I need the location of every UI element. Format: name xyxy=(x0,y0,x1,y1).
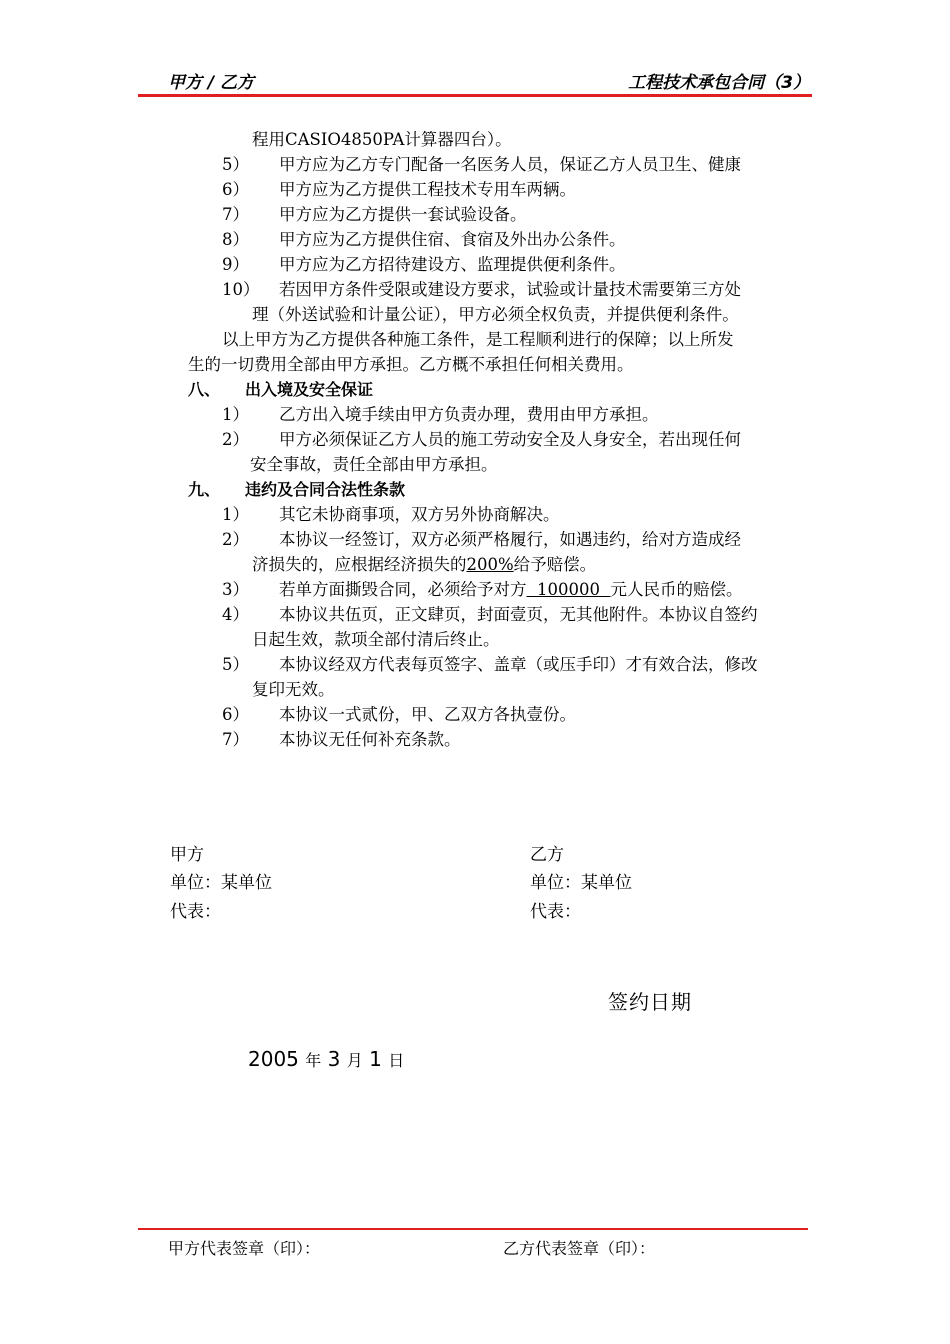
header-contract-title: 工程技术承包合同（3） xyxy=(628,73,810,93)
section-8-number: 八、 xyxy=(188,380,221,399)
summary-paragraph-continued: 生的一切费用全部由甲方承担。乙方概不承担任何相关费用。 xyxy=(188,355,634,374)
damages-percent: 200% xyxy=(466,555,514,574)
list-item-number: 8） xyxy=(222,230,249,249)
list-item-text: 甲方必须保证乙方人员的施工劳动安全及人身安全，若出现任何 xyxy=(279,430,741,449)
list-item-number: 9） xyxy=(222,255,249,274)
header-parties: 甲方 / 乙方 xyxy=(168,73,255,93)
date-year-unit: 年 xyxy=(305,1051,322,1070)
list-item-text: 甲方应为乙方招待建设方、监理提供便利条件。 xyxy=(279,255,626,274)
list-item-text: 本协议一经签订，双方必须严格履行，如遇违约，给对方造成经 xyxy=(279,530,741,549)
footer-party-b-seal: 乙方代表签章（印）： xyxy=(503,1239,656,1258)
list-item-text: 甲方应为乙方提供一套试验设备。 xyxy=(279,205,527,224)
list-item-text: 甲方应为乙方专门配备一名医务人员，保证乙方人员卫生、健康 xyxy=(279,155,741,174)
date-year: 2005 xyxy=(248,1047,299,1071)
list-item-text: 本协议共伍页，正文肆页，封面壹页，无其他附件。本协议自签约 xyxy=(279,605,758,624)
list-item-text-continued: 理（外送试验和计量公证），甲方必须全权负责，并提供便利条件。 xyxy=(252,305,739,324)
list-item-number: 4） xyxy=(222,605,249,624)
signing-date xyxy=(248,1047,404,1071)
date-month-unit: 月 xyxy=(346,1051,363,1070)
list-item-number: 2） xyxy=(222,530,249,549)
damages-text: 济损失的，应根据经济损失的 xyxy=(252,555,467,574)
list-item-number: 7） xyxy=(222,205,249,224)
list-item-number: 5） xyxy=(222,655,249,674)
penalty-text-end: 元人民币的赔偿。 xyxy=(610,580,743,599)
list-item-text-continued: 复印无效。 xyxy=(252,680,335,699)
list-item-number: 2） xyxy=(222,430,249,449)
footer-party-a-seal: 甲方代表签章（印）： xyxy=(168,1239,321,1258)
list-item-text-continued xyxy=(252,552,596,577)
footer-rule xyxy=(138,1228,808,1230)
list-item-text: 本协议一式贰份，甲、乙双方各执壹份。 xyxy=(279,705,576,724)
list-item-number: 3） xyxy=(222,580,249,599)
list-item-text: 本协议无任何补充条款。 xyxy=(279,730,461,749)
penalty-amount: 100000 xyxy=(526,580,611,599)
section-9-title: 违约及合同合法性条款 xyxy=(245,480,406,499)
date-month: 3 xyxy=(327,1047,341,1071)
list-item-text: 甲方应为乙方提供住宿、食宿及外出办公条件。 xyxy=(279,230,626,249)
list-item-number: 6） xyxy=(222,705,249,724)
damages-text-end: 给予赔偿。 xyxy=(513,555,597,574)
date-day-unit: 日 xyxy=(388,1051,405,1070)
signing-date-label: 签约日期 xyxy=(608,990,692,1014)
list-item-text-continued: 日起生效，款项全部付清后终止。 xyxy=(252,630,500,649)
penalty-text: 若单方面撕毁合同，必须给予对方 xyxy=(279,580,527,599)
list-item-number: 10） xyxy=(222,280,260,299)
header-rule xyxy=(138,94,812,97)
list-item-text-continued: 安全事故，责任全部由甲方承担。 xyxy=(250,455,498,474)
list-item-number: 1） xyxy=(222,505,249,524)
party-b-representative: 代表： xyxy=(530,902,581,922)
list-item-number: 5） xyxy=(222,155,249,174)
list-item-4-continued: 程用CASIO4850PA计算器四台）。 xyxy=(252,130,512,149)
section-9-number: 九、 xyxy=(188,480,221,499)
list-item-number: 6） xyxy=(222,180,249,199)
list-item-number: 1） xyxy=(222,405,249,424)
party-b-unit: 单位：某单位 xyxy=(530,873,632,893)
summary-paragraph: 以上甲方为乙方提供各种施工条件，是工程顺利进行的保障；以上所发 xyxy=(222,330,734,349)
list-item-text xyxy=(279,577,742,602)
list-item-text: 甲方应为乙方提供工程技术专用车两辆。 xyxy=(279,180,576,199)
party-a-unit: 单位：某单位 xyxy=(170,873,272,893)
list-item-text: 其它未协商事项，双方另外协商解决。 xyxy=(279,505,560,524)
section-8-title: 出入境及安全保证 xyxy=(245,380,374,399)
party-a-representative: 代表： xyxy=(170,902,221,922)
list-item-text: 本协议经双方代表每页签字、盖章（或压手印）才有效合法，修改 xyxy=(279,655,758,674)
date-day: 1 xyxy=(369,1047,382,1071)
party-a-label: 甲方 xyxy=(170,845,204,865)
party-b-label: 乙方 xyxy=(530,845,564,865)
list-item-text: 若因甲方条件受限或建设方要求，试验或计量技术需要第三方处 xyxy=(279,280,741,299)
list-item-text: 乙方出入境手续由甲方负责办理，费用由甲方承担。 xyxy=(279,405,659,424)
list-item-number: 7） xyxy=(222,730,249,749)
